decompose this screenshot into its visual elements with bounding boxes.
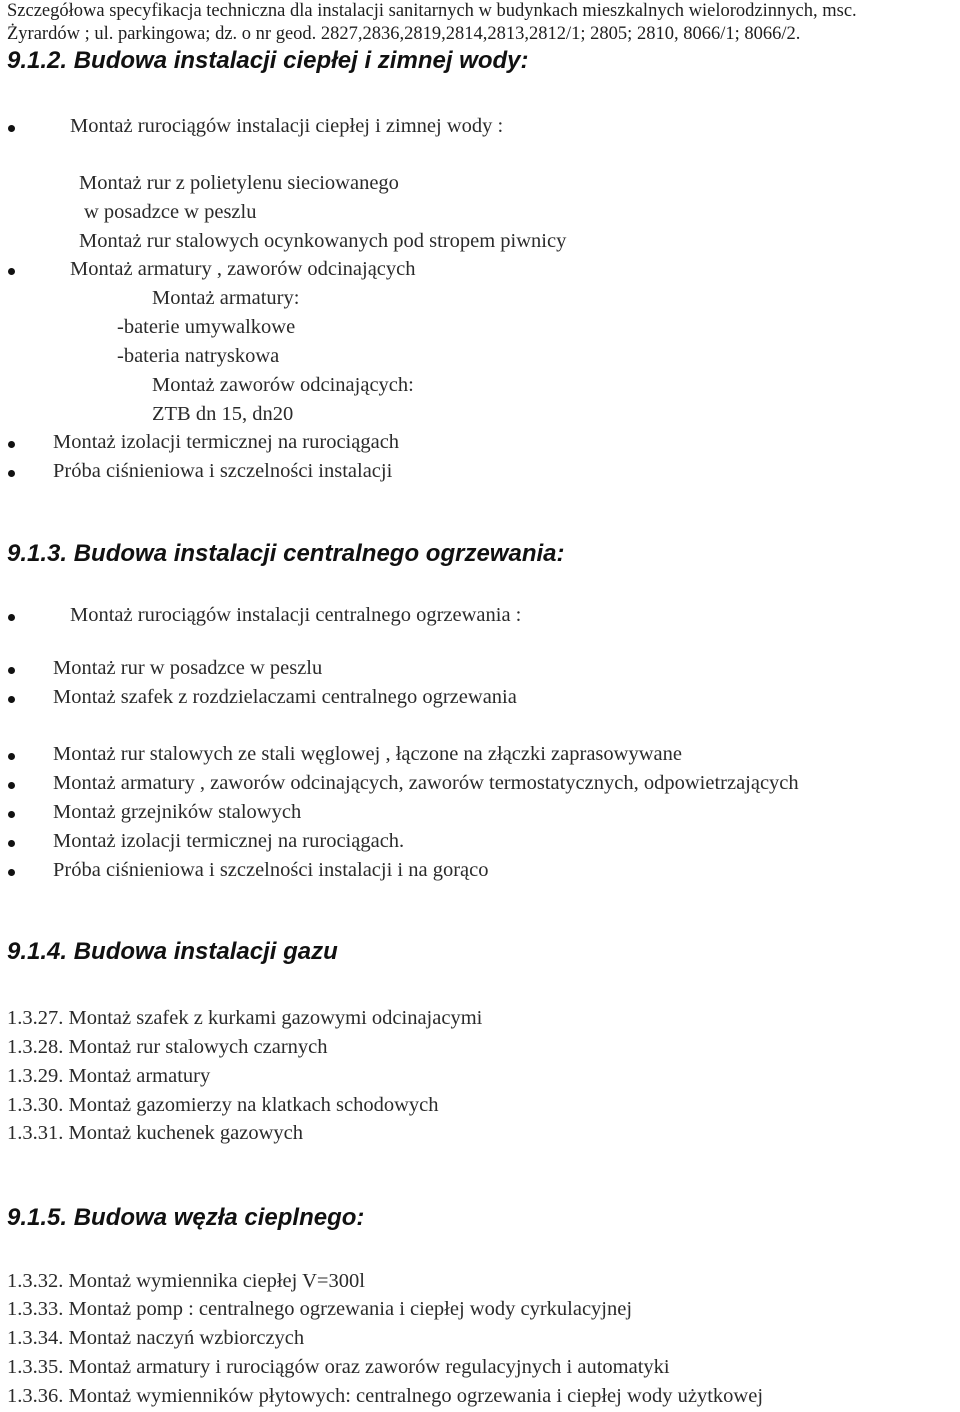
list-item: Montaż rur stalowych ze stali węglowej , łączone na złączki zaprasowywane <box>53 743 682 765</box>
bullet-icon <box>8 753 15 760</box>
bullet-icon <box>8 782 15 789</box>
list-item: Montaż izolacji termicznej na rurociągach. <box>53 830 405 852</box>
list-item: Montaż rur w posadzce w peszlu <box>53 657 323 679</box>
bullet-icon <box>8 268 15 275</box>
list-item: 1.3.30. Montaż gazomierzy na klatkach schodowych <box>7 1094 439 1116</box>
bullet-icon <box>8 441 15 448</box>
list-item: 1.3.34. Montaż naczyń wzbiorczych <box>7 1327 305 1349</box>
list-subitem: Montaż armatury: <box>152 287 300 309</box>
list-item: 1.3.35. Montaż armatury i rurociągów oraz zaworów regulacyjnych i automatyki <box>7 1356 670 1378</box>
list-item: 1.3.33. Montaż pomp : centralnego ogrzewania i ciepłej wody cyrkulacyjnej <box>7 1298 633 1320</box>
section-heading-913: 9.1.3. Budowa instalacji centralnego ogrzewania: <box>7 540 565 567</box>
bullet-icon <box>8 696 15 703</box>
list-subitem: Montaż rur z polietylenu sieciowanego <box>79 172 399 194</box>
list-subitem: -bateria natryskowa <box>117 345 280 367</box>
section-heading-915: 9.1.5. Budowa węzła cieplnego: <box>7 1204 365 1231</box>
header-line-2: Żyrardów ; ul. parkingowa; dz. o nr geod. 2827,2836,2819,2814,2813,2812/1; 2805; 2810, 8066/1; 8066/2. <box>7 24 801 44</box>
list-subitem: ZTB dn 15, dn20 <box>152 403 294 425</box>
list-item: 1.3.27. Montaż szafek z kurkami gazowymi odcinajacymi <box>7 1007 483 1029</box>
list-item: Montaż izolacji termicznej na rurociągach <box>53 431 400 453</box>
bullet-icon <box>8 667 15 674</box>
list-item: 1.3.29. Montaż armatury <box>7 1065 211 1087</box>
list-item: Montaż rurociągów instalacji ciepłej i zimnej wody : <box>70 115 504 137</box>
list-item: Montaż armatury , zaworów odcinających <box>70 258 416 280</box>
bullet-icon <box>8 470 15 477</box>
list-item: 1.3.32. Montaż wymiennika ciepłej V=300l <box>7 1270 365 1292</box>
list-item: Montaż armatury , zaworów odcinających, zaworów termostatycznych, odpowietrzających <box>53 772 799 794</box>
list-subitem: -baterie umywalkowe <box>117 316 296 338</box>
bullet-icon <box>8 125 15 132</box>
section-heading-914: 9.1.4. Budowa instalacji gazu <box>7 938 338 965</box>
bullet-icon <box>8 869 15 876</box>
list-item: Montaż szafek z rozdzielaczami centralnego ogrzewania <box>53 686 517 708</box>
list-subitem: Montaż zaworów odcinających: <box>152 374 414 396</box>
bullet-icon <box>8 840 15 847</box>
list-item: 1.3.28. Montaż rur stalowych czarnych <box>7 1036 328 1058</box>
list-subitem: Montaż rur stalowych ocynkowanych pod stropem piwnicy <box>79 230 567 252</box>
bullet-icon <box>8 811 15 818</box>
section-heading-912: 9.1.2. Budowa instalacji ciepłej i zimnej wody: <box>7 47 529 74</box>
bullet-icon <box>8 614 15 621</box>
list-item: Próba ciśnieniowa i szczelności instalacji i na gorąco <box>53 859 489 881</box>
list-item: Montaż grzejników stalowych <box>53 801 302 823</box>
list-item: Próba ciśnieniowa i szczelności instalacji <box>53 460 393 482</box>
list-item: 1.3.31. Montaż kuchenek gazowych <box>7 1122 304 1144</box>
list-item: Montaż rurociągów instalacji centralnego ogrzewania : <box>70 604 522 626</box>
page-header <box>7 0 957 46</box>
list-subitem: w posadzce w peszlu <box>84 201 257 223</box>
list-item: 1.3.36. Montaż wymienników płytowych: centralnego ogrzewania i ciepłej wody użytkowej <box>7 1385 764 1407</box>
header-line-1: Szczegółowa specyfikacja techniczna dla instalacji sanitarnych w budynkach mieszkalnych wielorodzinnych, msc. <box>7 1 857 21</box>
